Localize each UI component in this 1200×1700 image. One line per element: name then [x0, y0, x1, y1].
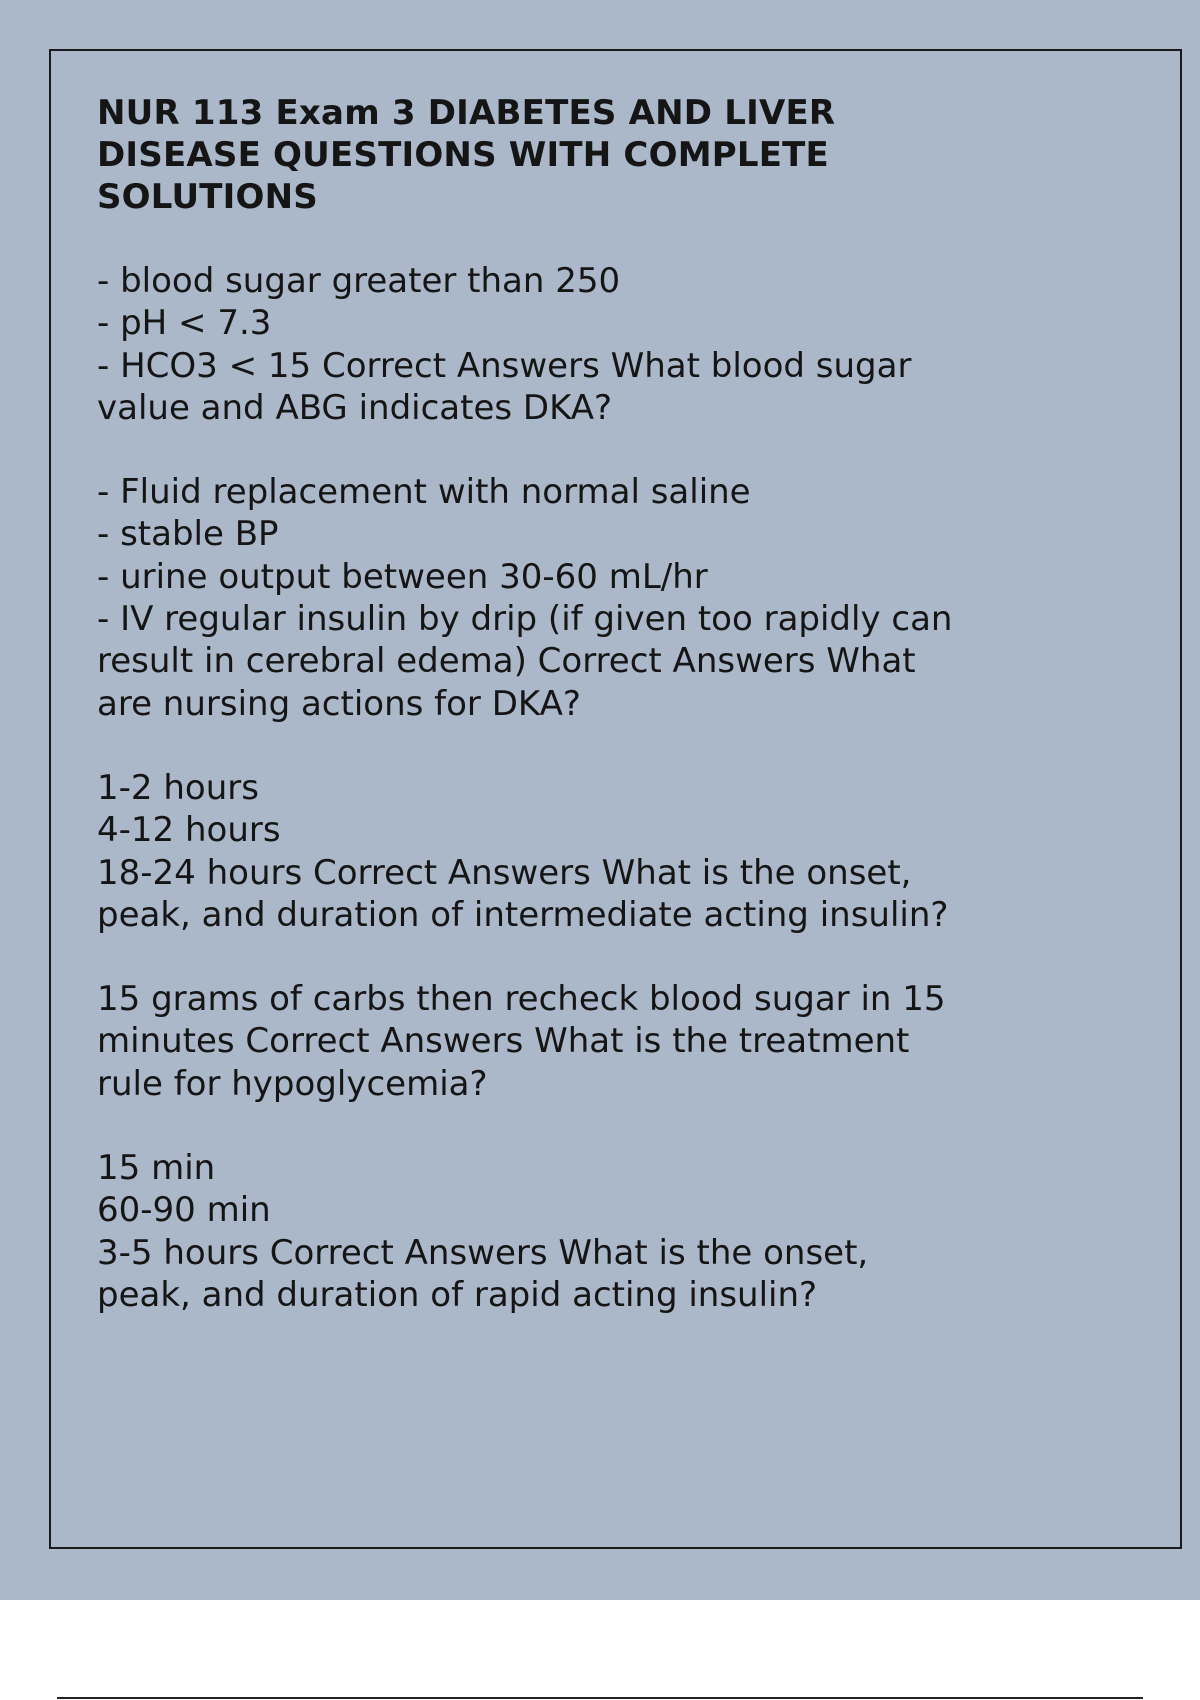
- footer-divider: [57, 1697, 1143, 1699]
- qa-block-intermediate-insulin: 1-2 hours 4-12 hours 18-24 hours Correct Answers What is the onset, peak, and duration of intermediate acting insulin?: [97, 767, 949, 935]
- document-content: [97, 92, 1087, 1358]
- qa-block-rapid-insulin: 15 min 60-90 min 3-5 hours Correct Answers What is the onset, peak, and duration of rapid acting insulin?: [97, 1148, 869, 1315]
- qa-list: [97, 260, 1087, 1316]
- document-title: NUR 113 Exam 3 DIABETES AND LIVER DISEASE QUESTIONS WITH COMPLETE SOLUTIONS: [97, 93, 836, 217]
- qa-block-hypoglycemia-rule: 15 grams of carbs then recheck blood sugar in 15 minutes Correct Answers What is the treatment rule for hypoglycemia?: [97, 979, 946, 1104]
- qa-block-dka-nursing-actions: - Fluid replacement with normal saline - stable BP - urine output between 30-60 mL/hr - IV regular insulin by drip (if given too rapidly can result in cerebral edema) Correct Answers What are nursing actions for DKA?: [97, 472, 953, 724]
- qa-block-dka-criteria: - blood sugar greater than 250 - pH < 7.3 - HCO3 < 15 Correct Answers What blood sugar value and ABG indicates DKA?: [97, 261, 912, 428]
